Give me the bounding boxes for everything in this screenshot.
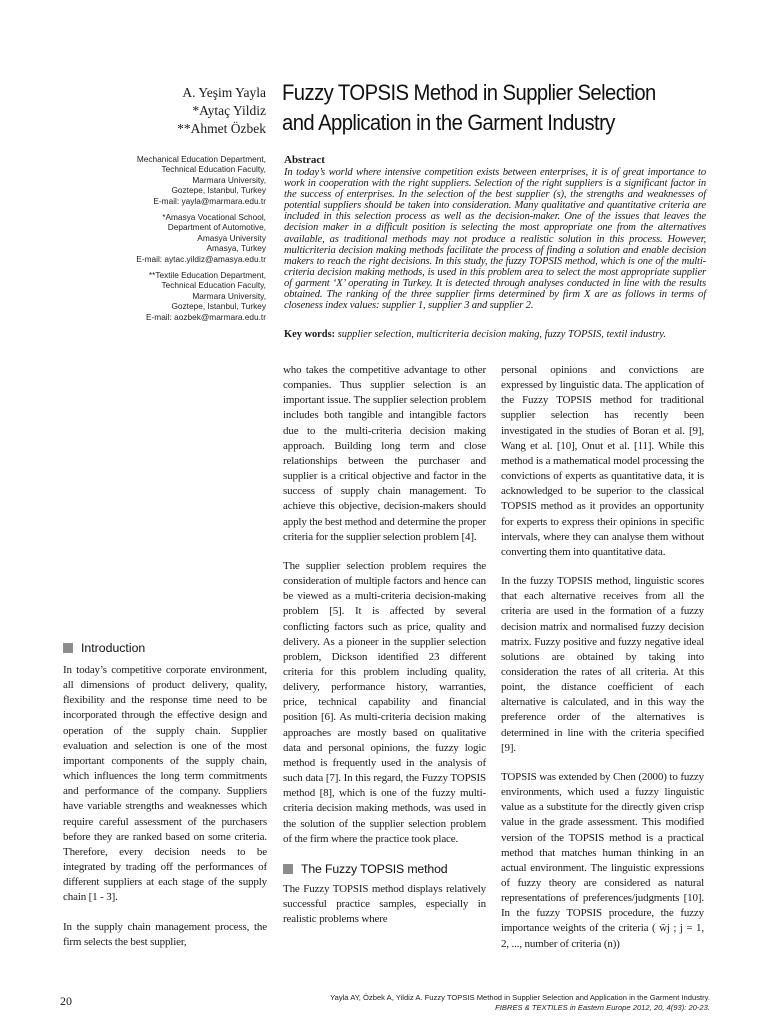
body-column-1 — [63, 663, 267, 964]
affiliation-line: Marmara University, — [192, 174, 266, 185]
keywords-text: supplier selection, multicriteria decision making, fuzzy TOPSIS, textil industry. — [337, 329, 666, 340]
body-column-3 — [501, 363, 704, 966]
affiliation-line: Goztepe, Istanbul, Turkey — [171, 185, 266, 196]
title-line: and Application in the Garment Industry — [282, 110, 615, 135]
bullet-square-icon — [63, 643, 73, 653]
abstract-heading: Abstract — [284, 154, 325, 166]
bullet-square-icon — [283, 864, 293, 874]
footer-journal: FIBRES & TEXTILES in Eastern Europe 2012, 20, 4(93): 20-23. — [495, 1003, 710, 1012]
affiliation-line: Amasya University — [197, 232, 266, 243]
affiliation-block — [100, 270, 266, 322]
paragraph: TOPSIS was extended by Chen (2000) to fuzzy environments, which used a fuzzy linguistic value as a substitute for the directly given crisp value in the grade assessment. This modified version of the TOPSIS method is a practical method that matches human thinking in an actual environment. The linguistic expressions of fuzzy theory are considered as natural representations of preferences/judgments [10]. In the fuzzy TOPSIS procedure, the fuzzy importance weights of the criteria ( w̃j ; j = 1, 2, ..., number of criteria (n)) — [501, 770, 704, 950]
affiliation-line: Technical Education Faculty, — [161, 280, 266, 291]
affiliation-line: Mechanical Education Department, — [136, 154, 266, 164]
affiliation-line: Department of Automotive, — [167, 222, 266, 233]
paragraph: The Fuzzy TOPSIS method displays relatively successful practice samples, especially in realistic problems where — [283, 882, 486, 926]
affiliation-email: E-mail: yayla@marmara.edu.tr — [153, 195, 266, 206]
author-name: **Ahmet Özbek — [177, 121, 266, 136]
keywords — [284, 329, 714, 341]
section-heading-introduction — [63, 640, 267, 656]
affiliation-line: Marmara University, — [192, 290, 266, 301]
abstract — [284, 154, 706, 311]
footer-citation-text: Yayla AY, Özbek A, Yildiz A. Fuzzy TOPSIS Method in Supplier Selection and Application in the Garment Industry. — [330, 993, 710, 1002]
affiliation-line: Amasya, Turkey — [206, 243, 266, 254]
body-column-2 — [283, 363, 486, 941]
paragraph: personal opinions and convictions are expressed by linguistic data. The application of the Fuzzy TOPSIS method for traditional supplier selection has recently been investigated in the studies of Boran et al. [9], Wang et al. [10], Onut et al. [11]. While this method is a mathematical model processing the convictions of experts as quantitative data, it is acknowledged to be superior to the classical TOPSIS method as it provides an opportunity for experts to express their opinions in specific intervals, where they can analyse them without converting them into quantitative data. — [501, 364, 704, 558]
affiliations — [100, 154, 266, 328]
affiliation-line: Goztepe, Istanbul, Turkey — [171, 301, 266, 312]
paragraph: who takes the competitive advantage to other companies. Thus supplier selection is an important issue. The supplier selection problem includes both tangible and intangible factors due to the multi-criteria decision making approach. Building long term and close relationships between the purchaser and supplier is a critical objective and factor in the success of supply chain management. To achieve this objective, decision-makers should apply the best method and determine the proper criteria for the supplier selection problem [4]. — [283, 364, 486, 543]
paragraph: In the supply chain management process, the firm selects the best supplier, — [63, 920, 267, 948]
affiliation-email: E-mail: aozbek@marmara.edu.tr — [145, 311, 266, 322]
affiliation-line: Technical Education Faculty, — [161, 164, 266, 175]
affiliation-email: E-mail: aytac.yildiz@amasya.edu.tr — [136, 253, 266, 264]
footer-citation — [330, 993, 710, 1013]
section-heading-text: The Fuzzy TOPSIS method — [301, 861, 448, 876]
author-list — [120, 84, 266, 138]
affiliation-line: *Amasya Vocational School, — [162, 212, 266, 223]
affiliation-block — [100, 212, 266, 264]
abstract-text: In today’s world where intensive competition exists between enterprises, it is of great importance to work in cooperation with the right suppliers. Selection of the right suppliers is a significant factor in the success of enterprises. In the selection of the best supplier (s), the strengths and weaknesses of potential suppliers should be taken into consideration. Many qualitative and quantitative criteria are included in this selection process as well as the decision-maker. One of the issues that leaves the decision maker in a difficult position is selecting the most appropriate one from the alternatives available, as traditional methods may not produce a realistic solution in this process. However, multicriteria decision making methods facilitate the process of finding a solution and enable decision makers to reach the right decisions. In this study, the fuzzy TOPSIS method, which is one of the multi-criteria decision making methods, is used in this problem area to select the most appropriate supplier of garment ‘X’ operating in Turkey. It is detected through analyses conducted in line with the results obtained. The ranking of the three supplier firms determined by firm X are as follows in terms of closeness index values: supplier 1, supplier 3 and supplier 2. — [284, 167, 706, 312]
section-heading-fuzzy-topsis — [283, 861, 486, 877]
keywords-label: Key words: — [284, 329, 336, 340]
page-number: 20 — [60, 994, 72, 1008]
paragraph: The supplier selection problem requires the consideration of multiple factors and hence can be viewed as a multi-criteria decision-making problem [5]. It is affected by several conflicting factors such as price, quality and delivery. As a pioneer in the supplier selection problem, Dickson identified 23 different criteria for this problem including quality, delivery, performance history, warranties, price, technical capability and financial position [6]. As multi-criteria decision making approaches are mostly based on qualitative data and personal opinions, the fuzzy logic method is frequently used in the analysis of such data [7]. In this regard, the Fuzzy TOPSIS method [8], which is one of the fuzzy multi-criteria decision making methods, was used in the solution of the supplier selection problem of the firm where the practice took place. — [283, 559, 486, 845]
author-name: A. Yeşim Yayla — [182, 85, 266, 100]
paragraph: In the fuzzy TOPSIS method, linguistic scores that each alternative receives from all the criteria are used in the formation of a fuzzy decision matrix and normalised fuzzy decision matrix. Fuzzy positive and fuzzy negative ideal solutions are obtained by taking into consideration the rates of all criteria. At this point, the distance coefficient of each alternative is calculated, and in this way the preference order of the alternatives is determined in line with the criteria specified [9]. — [501, 575, 704, 754]
author-name: *Aytaç Yildiz — [192, 103, 266, 118]
title-line: Fuzzy TOPSIS Method in Supplier Selection — [282, 80, 656, 105]
section-heading-text: Introduction — [81, 641, 146, 655]
paragraph: In today’s competitive corporate environment, all dimensions of product delivery, quality, flexibility and the response time need to be incorporated through the effective design and operation of the supply chain. Supplier evaluation and selection is one of the most important components of the supply chain, which influences the long term commitments and performance of the company. Suppliers have variable strengths and weaknesses which require careful assessment of the purchasers before they are ranked based on some criteria. Therefore, every decision needs to be integrated by trading off the performances of different suppliers at each stage of the supply chain [1 - 3]. — [63, 664, 267, 904]
paper-title — [282, 78, 687, 138]
affiliation-line: **Textile Education Department, — [148, 270, 266, 281]
affiliation-block — [100, 154, 266, 206]
